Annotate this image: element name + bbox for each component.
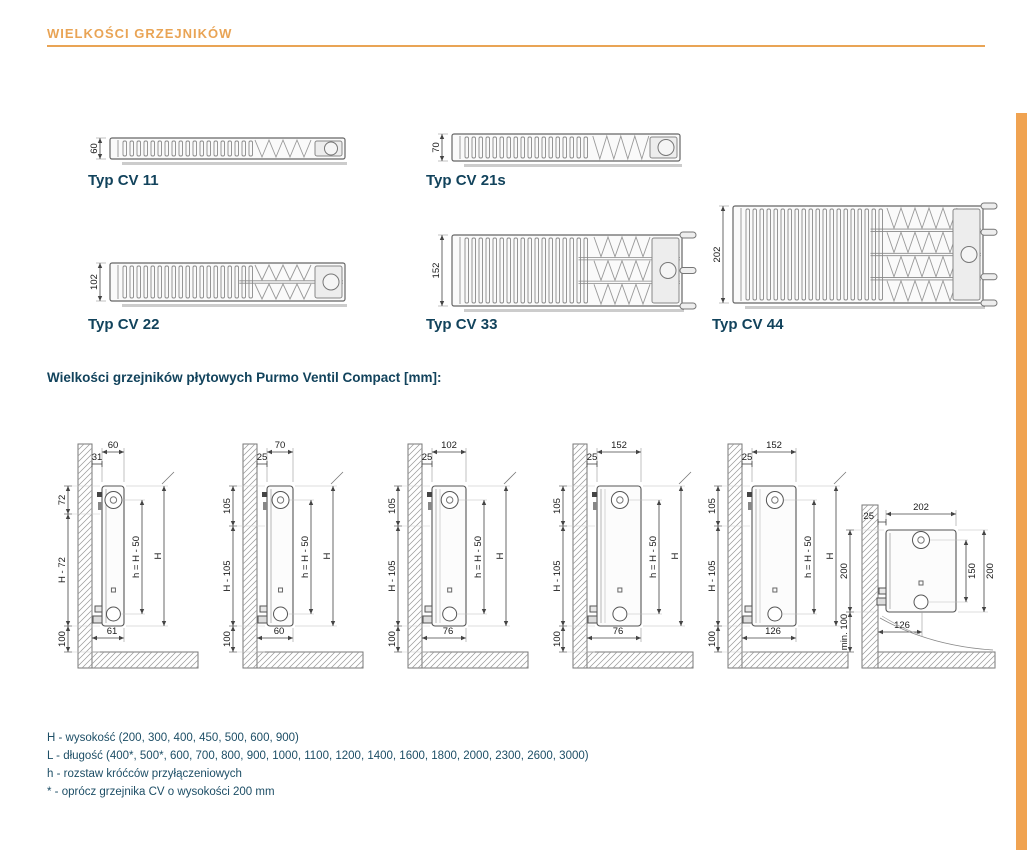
side-view-cv44 (712, 203, 997, 309)
svg-text:H: H (670, 552, 681, 560)
svg-text:152: 152 (766, 440, 782, 451)
svg-text:h = H - 50: h = H - 50 (131, 536, 142, 578)
svg-text:105: 105 (552, 498, 563, 514)
svg-text:76: 76 (612, 626, 624, 637)
svg-text:min. 100: min. 100 (839, 613, 850, 651)
page-edge-accent-bar (1016, 113, 1027, 850)
svg-text:H - 105: H - 105 (222, 560, 233, 592)
svg-text:100: 100 (552, 631, 563, 647)
floor-detail-cv44 (839, 502, 996, 668)
svg-text:70: 70 (431, 142, 442, 153)
svg-text:200: 200 (985, 563, 996, 579)
svg-text:25: 25 (421, 452, 433, 463)
dimension-diagram-cv11 (57, 440, 198, 668)
svg-text:H: H (825, 552, 836, 560)
svg-text:H - 105: H - 105 (707, 560, 718, 592)
svg-text:100: 100 (222, 631, 233, 647)
side-view-cv33 (431, 232, 696, 312)
legend-height: H - wysokość (200, 300, 400, 450, 500, 600, 900) (47, 732, 299, 744)
svg-text:25: 25 (741, 452, 753, 463)
svg-text:31: 31 (91, 452, 103, 463)
svg-text:h = H - 50: h = H - 50 (300, 536, 311, 578)
svg-text:152: 152 (431, 262, 442, 279)
type-label-cv21s: Typ CV 21s (426, 172, 506, 189)
svg-text:202: 202 (712, 246, 723, 263)
svg-text:H - 105: H - 105 (387, 560, 398, 592)
svg-text:100: 100 (57, 631, 68, 647)
svg-text:25: 25 (256, 452, 268, 463)
svg-text:100: 100 (707, 631, 718, 647)
svg-text:152: 152 (611, 440, 627, 451)
svg-text:102: 102 (89, 274, 100, 290)
svg-text:H - 105: H - 105 (552, 560, 563, 592)
svg-text:105: 105 (387, 498, 398, 514)
svg-text:H: H (322, 552, 333, 560)
dimension-diagram-cv33 (552, 440, 693, 668)
side-view-cv21s (431, 134, 682, 167)
svg-text:25: 25 (586, 452, 598, 463)
svg-text:200: 200 (839, 563, 850, 579)
header-underline (47, 45, 985, 47)
svg-text:126: 126 (894, 620, 910, 631)
type-label-cv44: Typ CV 44 (712, 316, 784, 333)
svg-text:105: 105 (707, 498, 718, 514)
svg-text:202: 202 (913, 502, 929, 513)
svg-text:126: 126 (765, 626, 781, 637)
svg-text:H - 72: H - 72 (57, 557, 68, 583)
svg-text:61: 61 (106, 626, 118, 637)
svg-text:150: 150 (967, 563, 978, 579)
svg-text:h = H - 50: h = H - 50 (473, 536, 484, 578)
page-title: WIELKOŚCI GRZEJNIKÓW (47, 26, 233, 41)
dimension-diagram-cv22 (387, 440, 528, 668)
svg-text:102: 102 (441, 440, 457, 451)
legend-footnote: * - oprócz grzejnika CV o wysokości 200 mm (47, 786, 275, 798)
legend-length: L - długość (400*, 500*, 600, 700, 800, 900, 1000, 1100, 1200, 1400, 1600, 1800, 2000, 2300, 2600, 3000) (47, 750, 589, 762)
type-label-cv33: Typ CV 33 (426, 316, 498, 333)
svg-text:60: 60 (89, 143, 100, 154)
svg-text:105: 105 (222, 498, 233, 514)
svg-text:H: H (153, 552, 164, 560)
type-label-cv22: Typ CV 22 (88, 316, 160, 333)
svg-text:h = H - 50: h = H - 50 (803, 536, 814, 578)
svg-text:25: 25 (863, 511, 874, 522)
svg-text:60: 60 (107, 440, 119, 451)
legend-spacing: h - rozstaw króćców przyłączeniowych (47, 768, 242, 780)
svg-text:70: 70 (274, 440, 286, 451)
svg-text:100: 100 (387, 631, 398, 647)
dimension-diagram-cv44 (707, 440, 848, 668)
svg-text:60: 60 (273, 626, 285, 637)
svg-text:72: 72 (57, 494, 68, 506)
section-heading: Wielkości grzejników płytowych Purmo Ventil Compact [mm]: (47, 370, 442, 385)
dimension-diagram-cv21s (222, 440, 363, 668)
side-view-cv11 (89, 138, 347, 165)
svg-text:h = H - 50: h = H - 50 (648, 536, 659, 578)
svg-text:H: H (495, 552, 506, 560)
side-view-cv22 (89, 263, 347, 307)
svg-text:76: 76 (442, 626, 454, 637)
type-label-cv11: Typ CV 11 (88, 172, 159, 189)
